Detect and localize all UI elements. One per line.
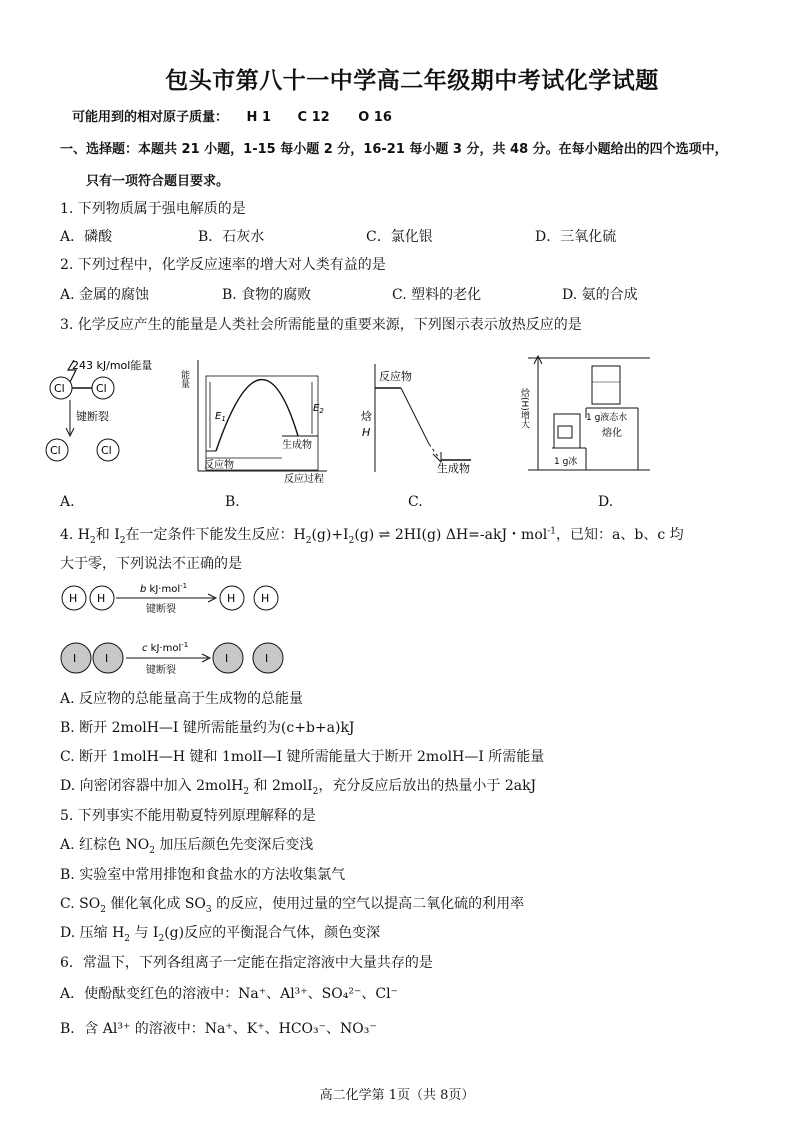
figb-y-axis-label: 能量: [179, 370, 189, 388]
atomic-mass-o: O 16: [358, 110, 392, 125]
figc-descent-dashed: [429, 444, 439, 458]
q4-option-c: C. 断开 1molH—H 键和 1molI—I 键所需能量大于断开 2molH—I 所需能量: [60, 749, 545, 765]
q2-option-b: B. 食物的腐败: [222, 287, 312, 303]
figh-atom-label-4: H: [261, 592, 270, 605]
q5-option-d: D. 压缩 $H_2$ 与 $I_2(g)$反应的平衡混合气体，颜色变深: [60, 925, 381, 944]
page-title: 包头市第八十一中学高二年级期中考试化学试题: [165, 68, 659, 94]
figi-atom-label-3: I: [225, 652, 229, 665]
figd-beaker-water: [592, 366, 620, 404]
q2-option-a: A. 金属的腐蚀: [60, 287, 150, 303]
figh-energy-label: b kJ·mol$^{-1}$: [140, 582, 188, 595]
q6-option-a: A．使酚酞变红色的溶液中：Na⁺、Al³⁺、SO₄²⁻、Cl⁻: [60, 986, 398, 1002]
figc-arrow-head: [433, 452, 441, 462]
figa-cl-label-4: Cl: [101, 444, 112, 457]
figi-break-label: 键断裂: [146, 665, 176, 676]
figa-cl-label-3: Cl: [50, 444, 61, 457]
q5-stem: 5. 下列事实不能用勒夏特列原理解释的是: [60, 808, 316, 824]
q2-option-d: D. 氨的合成: [562, 287, 638, 303]
figb-e1-label: $E_1$: [215, 411, 226, 423]
q4-option-b: B. 断开 2molH—I 键所需能量约为(c+b+a)kJ: [60, 720, 355, 736]
page-footer: 高二化学第 1页（共 8页）: [319, 1088, 475, 1103]
q5-option-a: A. 红棕色 $NO_2$ 加压后颜色先变深后变浅: [60, 837, 314, 856]
figb-product-label: 生成物: [282, 440, 312, 451]
q1-option-b: B．石灰水: [198, 229, 265, 245]
atomic-mass-h: H 1: [246, 110, 271, 125]
q3-figure-d: [519, 352, 657, 477]
q1-stem: 1. 下列物质属于强电解质的是: [60, 201, 246, 217]
q4-figure-h: [58, 580, 288, 616]
q6-option-b: B．含 Al³⁺ 的溶液中：Na⁺、K⁺、HCO₃⁻、NO₃⁻: [60, 1021, 377, 1037]
q5-option-b: B. 实验室中常用排饱和食盐水的方法收集氯气: [60, 867, 346, 883]
q2-stem: 2. 下列过程中，化学反应速率的增大对人类有益的是: [60, 257, 386, 273]
figh-atom-label-1: H: [69, 592, 78, 605]
figh-break-label: 键断裂: [146, 604, 176, 615]
figh-atom-label-3: H: [227, 592, 236, 605]
figh-atom-label-2: H: [97, 592, 106, 605]
figc-reactant-label: 反应物: [379, 370, 412, 383]
q3-figure-c: [355, 362, 500, 478]
q5-option-c: C. $SO_2$ 催化氧化成 $SO_3$ 的反应，使用过量的空气以提高二氧化硫的利用率: [60, 896, 525, 915]
atomic-mass-c: C 12: [297, 110, 330, 125]
figd-water-label: 1 g液态水: [586, 413, 628, 423]
figd-y-label: 焓(H)增大: [519, 388, 529, 429]
q1-option-c: C．氯化银: [366, 229, 433, 245]
figa-energy-label: 243 kJ/mol能量: [72, 359, 153, 372]
figc-y-label-1: 焓: [361, 410, 372, 423]
figb-x-axis-label: 反应过程: [284, 474, 324, 485]
figd-melt-label: 熔化: [602, 428, 622, 439]
q3-label-d: D.: [598, 494, 614, 510]
q2-option-c: C. 塑料的老化: [392, 287, 482, 303]
section-heading-line2: 只有一项符合题目要求。: [86, 174, 230, 189]
q4-stem-line2: 大于零，下列说法不正确的是: [60, 556, 242, 572]
section-heading-line1: 一、选择题：本题共 21 小题，1-15 每小题 2 分，16-21 每小题 3 分，共 48 分。在每小题给出的四个选项中，: [60, 142, 728, 157]
figb-frame: [206, 376, 318, 470]
figa-break-label: 键断裂: [76, 410, 109, 423]
q4-stem-line1: 4. $H_2$和 $I_2$在一定条件下能发生反应：$H_2(g)+I_2(g)$ ⇌ 2HI(g) ΔH=-akJ・mol$^{-1}$，已知：a、b、c 均: [60, 526, 684, 546]
figi-atom-label-1: I: [73, 652, 77, 665]
figi-energy-label: c kJ·mol$^{-1}$: [142, 641, 189, 654]
figc-product-label: 生成物: [437, 462, 470, 475]
figi-atom-label-4: I: [265, 652, 269, 665]
figd-ice-label: 1 g冰: [554, 457, 578, 467]
q6-stem: 6．常温下，下列各组离子一定能在指定溶液中大量共存的是: [60, 955, 433, 971]
q3-figure-a: [40, 350, 180, 475]
q4-figure-i: [58, 638, 298, 678]
figa-cl-label-1: Cl: [54, 382, 65, 395]
q3-label-a: A.: [60, 494, 75, 510]
q1-option-d: D．三氧化硫: [535, 229, 617, 245]
q1-option-a: A．磷酸: [60, 229, 113, 245]
q3-figure-b: [179, 356, 342, 485]
figc-y-label-2: H: [362, 426, 371, 439]
figi-atom-label-2: I: [105, 652, 109, 665]
q4-option-a: A. 反应物的总能量高于生成物的总能量: [60, 691, 304, 707]
atomic-mass-label: 可能用到的相对原子质量：: [72, 110, 229, 125]
figd-ice-cube: [558, 426, 572, 438]
q3-stem: 3. 化学反应产生的能量是人类社会所需能量的重要来源，下列图示表示放热反应的是: [60, 317, 582, 333]
figc-descent-solid: [401, 388, 429, 444]
q4-option-d: D. 向密闭容器中加入 2molH$_2$ 和 2molI$_2$，充分反应后放出的热量小于 2akJ: [60, 778, 537, 797]
q3-label-c: C.: [408, 494, 423, 510]
figa-cl-label-2: Cl: [96, 382, 107, 395]
atomic-mass-line: [72, 106, 392, 125]
figb-reactant-label: 反应物: [204, 460, 234, 471]
q3-label-b: B.: [225, 494, 240, 510]
figb-e2-label: $E_2$: [313, 403, 324, 415]
